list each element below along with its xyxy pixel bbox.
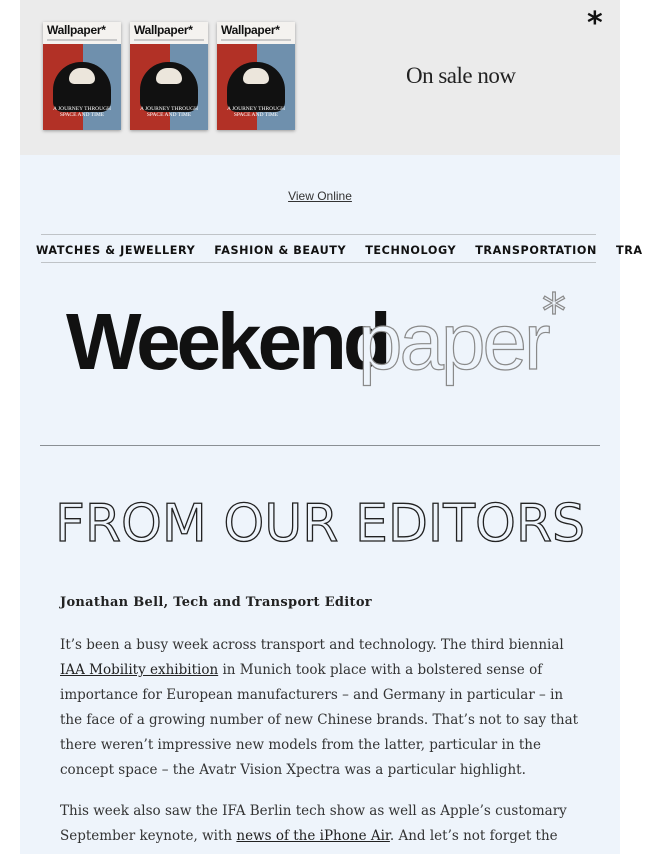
- logo-bold-part: Weekend: [66, 297, 388, 386]
- category-nav: [36, 234, 643, 263]
- email-container: [20, 0, 643, 854]
- view-online-link[interactable]: View Online: [288, 189, 352, 203]
- nav-item-fashion-beauty[interactable]: FASHION & BEAUTY: [214, 244, 347, 257]
- article-byline: Jonathan Bell, Tech and Transport Editor: [60, 595, 372, 610]
- cover-logo: Wallpaper*: [134, 23, 193, 37]
- section-title: FROM OUR EDITORS: [54, 494, 586, 554]
- article-paragraph: [60, 799, 580, 849]
- logo-outline-part: paper: [358, 297, 548, 386]
- chair-cushion: [156, 68, 182, 84]
- nav-item-transportation[interactable]: TRANSPORTATION: [475, 244, 597, 257]
- nav-track: [36, 241, 662, 259]
- cover-divider: [134, 39, 204, 41]
- cover-divider: [47, 39, 117, 41]
- nav-item-travel[interactable]: TRA: [615, 244, 643, 257]
- paragraph-text: . And let’s not forget the: [389, 828, 558, 844]
- magazine-cover[interactable]: [43, 22, 121, 130]
- cover-text: A JOURNEY THROUGH SPACE AND TIME: [226, 106, 286, 118]
- iaa-mobility-link[interactable]: IAA Mobility exhibition: [60, 662, 219, 678]
- paragraph-text: This week also saw the IFA Berlin tech show as well as Apple’s customary September keynote, with: [60, 803, 567, 844]
- magazine-cover[interactable]: [217, 22, 295, 130]
- asterisk-icon: *: [587, 6, 603, 41]
- article-paragraph: [60, 633, 580, 783]
- logo-asterisk-icon: *: [542, 284, 566, 340]
- cover-divider: [221, 39, 291, 41]
- paragraph-text: in Munich took place with a bolstered sense of importance for European manufacturers – and Germany in particular – in the face of a growing number of new Chinese brands. That’s not to say that there weren’t impressive new models from the latter, particular in the concept space – the Avatr Vision Xpectra was a particular highlight.: [60, 662, 579, 778]
- on-sale-text[interactable]: On sale now: [406, 63, 516, 88]
- chair-cushion: [69, 68, 95, 84]
- cover-logo: Wallpaper*: [221, 23, 280, 37]
- nav-item-watches-jewellery[interactable]: WATCHES & JEWELLERY: [36, 244, 196, 257]
- chair-cushion: [243, 68, 269, 84]
- nav-item-technology[interactable]: TECHNOLOGY: [365, 244, 457, 257]
- cover-text: A JOURNEY THROUGH SPACE AND TIME: [52, 106, 112, 118]
- weekendpaper-logo[interactable]: [66, 284, 586, 396]
- promo-banner[interactable]: [20, 0, 620, 155]
- cover-logo: Wallpaper*: [47, 23, 106, 37]
- section-divider: [40, 445, 600, 446]
- cover-text: A JOURNEY THROUGH SPACE AND TIME: [139, 106, 199, 118]
- magazine-cover[interactable]: [130, 22, 208, 130]
- iphone-air-link[interactable]: news of the iPhone Air: [236, 828, 390, 844]
- paragraph-text: It’s been a busy week across transport and technology. The third biennial: [60, 637, 564, 653]
